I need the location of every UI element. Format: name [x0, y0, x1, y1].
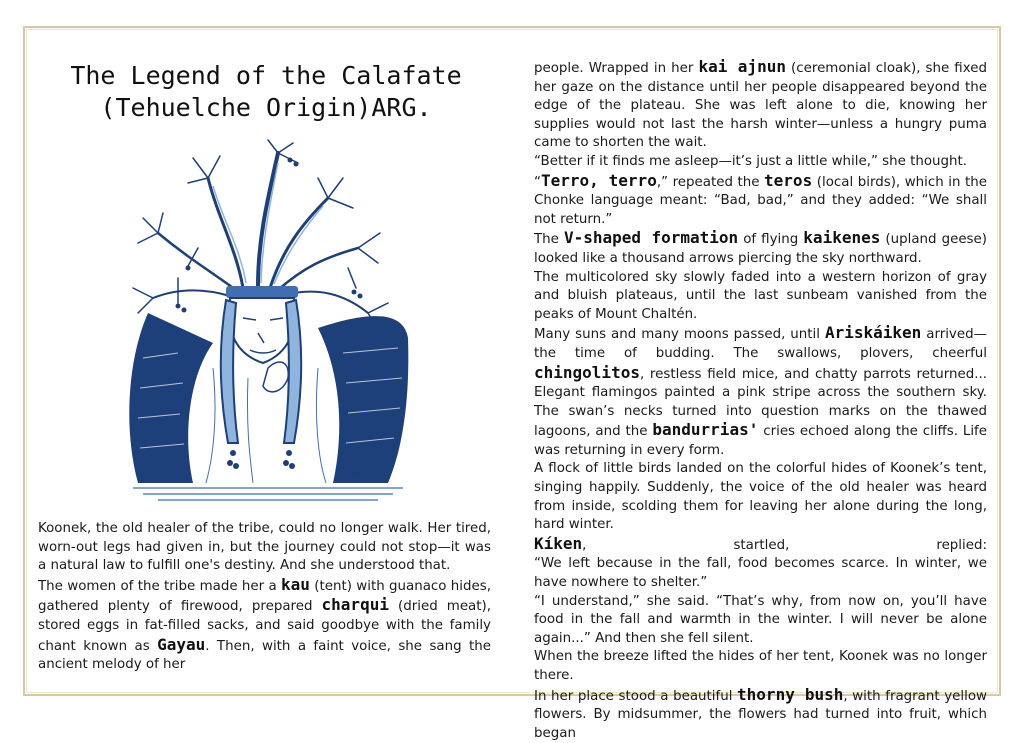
term-ariskaiken: Ariskáiken: [824, 323, 922, 343]
paragraph: Koonek, the old healer of the tribe, could no longer walk. Her tired, worn-out legs had given in, but the journey could not stop—it was a natural law to fulfill one's destiny. And she understood that.: [38, 521, 491, 574]
paragraph: [534, 686, 987, 743]
term-thorny-bush: thorny bush: [737, 684, 844, 704]
title-line-2: (Tehuelche Origin)ARG.: [100, 93, 432, 122]
text-run: Many suns and many moons passed, until: [534, 327, 825, 343]
term-teros: teros: [764, 170, 813, 190]
term-kai-ajnun: kai ajnun: [698, 57, 786, 76]
paragraph: The multicolored sky slowly faded into a western horizon of gray and bluish plateaus, until the last sunbeam vanished from the peaks of Mount Chaltén.: [534, 269, 987, 322]
text-run: cries echoed along the cliffs. Life was returning in every form.: [534, 424, 987, 458]
term-charqui: charqui: [321, 595, 389, 615]
paragraph: When the breeze lifted the hides of her tent, Koonek was no longer there.: [534, 649, 987, 683]
text-run: , with fragrant yellow flowers. By midsummer, the flowers had turned into fruit, which began: [534, 688, 987, 741]
text-run: arrived—the time of budding. The swallows, plovers, cheerful: [534, 327, 987, 361]
paragraph: “I understand,” she said. “That’s why, from now on, you’ll have food in the fall and warmth in the winter. I will never be alone again...” And then she fell silent.: [534, 593, 987, 646]
paragraph: “Better if it finds me asleep—it’s just a little while,” she thought.: [534, 153, 968, 169]
term-bandurrias: bandurrias': [652, 420, 759, 440]
term-chingolitos: chingolitos: [534, 362, 640, 382]
healer-tree-icon: [118, 138, 418, 510]
term-gayau: Gayau: [157, 634, 206, 654]
title-line-1: The Legend of the Calafate: [70, 61, 462, 90]
text-run: , restless field mice, and chatty parrots returned... Elegant flamingos painted a pink stripe across the southern sky. The swan’s necks turned into question marks on the thawed lagoons, and the: [534, 366, 987, 440]
term-kau: kau: [281, 574, 310, 594]
term-terro-terro: Terro, terro: [540, 170, 657, 190]
term-kiken: Kíken: [534, 533, 583, 553]
left-column-text: [38, 520, 491, 675]
text-run: of flying: [738, 232, 804, 248]
page-title: [40, 60, 492, 124]
paragraph: “We left because in the fall, food becomes scarce. In winter, we have nowhere to shelter.”: [534, 556, 987, 591]
text-run: , startled, replied:: [582, 537, 987, 553]
paragraph: [534, 535, 987, 556]
text-run: . Then, with a faint voice, she sang the ancient melody of her: [38, 638, 491, 673]
text-run: “: [534, 174, 541, 190]
text-run: (dried meat), stored eggs in fat-filled sacks, and said goodbye with the family chant known as: [38, 599, 491, 654]
term-kaikenes: kaikenes: [803, 228, 881, 248]
text-run: people. Wrapped in her: [534, 61, 699, 76]
paragraph: [534, 229, 987, 268]
text-run: ,” repeated the: [656, 174, 765, 190]
paragraph: [534, 324, 987, 460]
text-run: (ceremonial cloak), she fixed her gaze on the distance until her people disappeared beyond the edge of the plateau. She was left alone to die, knowing her supplies would not last the harsh winter—unless a hungry puma came to shorten the wait.: [534, 61, 987, 151]
term-v-shaped-formation: V-shaped formation: [563, 228, 739, 248]
artist-signature: Edú: [346, 469, 362, 478]
paragraph: [534, 58, 987, 153]
right-column-text: [534, 58, 987, 743]
text-run: (local birds), which in the Chonke language meant: “Bad, bad,” and they added: “We shall not return.”: [534, 174, 987, 227]
paragraph: [38, 576, 491, 675]
text-run: The: [534, 232, 564, 248]
text-run: (upland geese) looked like a thousand arrows piercing the sky northward.: [534, 232, 988, 266]
healer-tree-illustration: [118, 138, 418, 510]
text-run: The women of the tribe made her a: [38, 578, 282, 594]
text-run: In her place stood a beautiful: [534, 688, 738, 704]
text-run: (tent) with guanaco hides, gathered plenty of firewood, prepared: [38, 578, 491, 615]
paragraph: [534, 172, 987, 230]
paragraph: A flock of little birds landed on the colorful hides of Koonek’s tent, singing happily. Suddenly, the voice of the old healer was heard from inside, scolding them for leaving her alone during the long, hard winter.: [534, 461, 987, 533]
